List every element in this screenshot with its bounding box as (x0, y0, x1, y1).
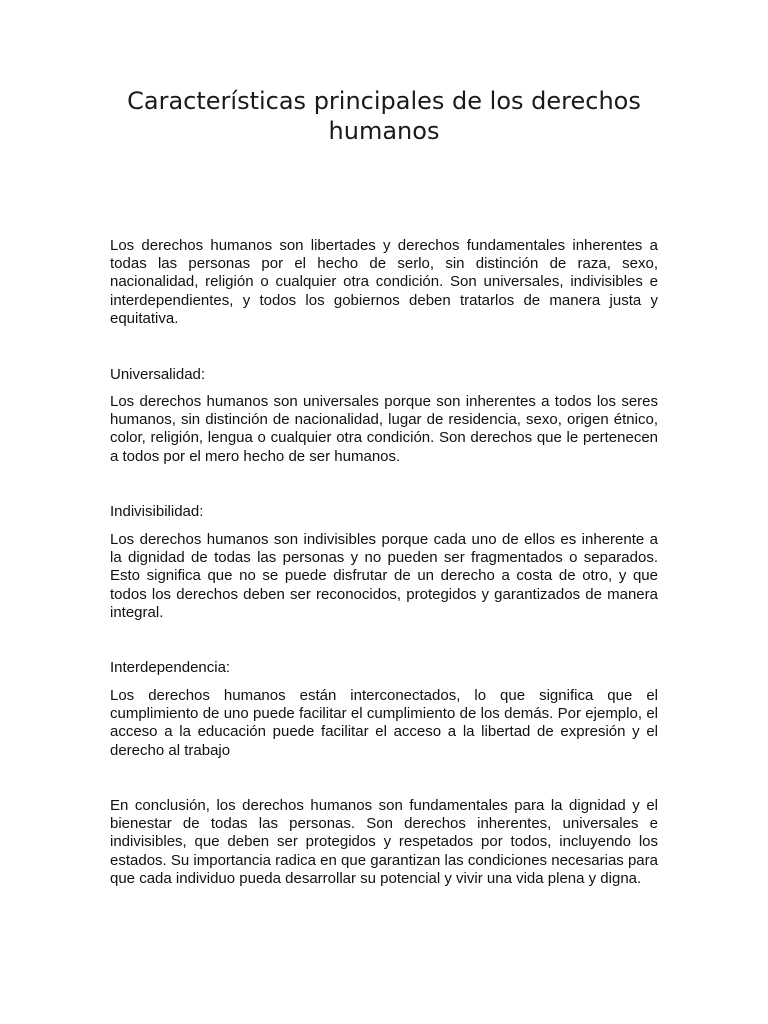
conclusion-paragraph: En conclusión, los derechos humanos son fundamentales para la dignidad y el bienestar de todas las personas. Son derechos inherentes, universales e indivisibles, que deben ser protegidos y respetados por todos, incluyendo los estados. Su importancia radica en que garantizan las condiciones necesarias para que cada individuo pueda desarrollar su potencial y vivir una vida plena y digna. (110, 797, 658, 887)
document-title: Características principales de los derechos humanos (127, 87, 641, 145)
section-heading-universalidad: Universalidad: (110, 366, 206, 383)
section-text-indivisibilidad: Los derechos humanos son indivisibles porque cada uno de ellos es inherente a la dignidad de todas las personas y no pueden ser fragmentados o separados. Esto significa que no se puede disfrutar de un derecho a costa de otro, y que todos los derechos deben ser reconocidos, protegidos y garantizados de manera integral. (110, 531, 658, 621)
section-heading-indivisibilidad: Indivisibilidad: (110, 503, 204, 520)
section-text-universalidad: Los derechos humanos son universales porque son inherentes a todos los seres humanos, sin distinción de nacionalidad, lugar de residencia, sexo, origen étnico, color, religión, lengua o cualquier otra condición. Son derechos que le pertenecen a todos por el mero hecho de ser humanos. (110, 393, 658, 465)
section-text-interdependencia: Los derechos humanos están interconectados, lo que significa que el cumplimiento de uno puede facilitar el cumplimiento de los demás. Por ejemplo, el acceso a la educación puede facilitar el acceso a la libertad de expresión y el derecho al trabajo (110, 687, 658, 759)
section-heading-interdependencia: Interdependencia: (110, 659, 231, 676)
intro-paragraph: Los derechos humanos son libertades y derechos fundamentales inherentes a todas las personas por el hecho de serlo, sin distinción de raza, sexo, nacionalidad, religión o cualquier otra condición. Son universales, indivisibles e interdependientes, y todos los gobiernos deben tratarlos de manera justa y equitativa. (110, 237, 658, 327)
